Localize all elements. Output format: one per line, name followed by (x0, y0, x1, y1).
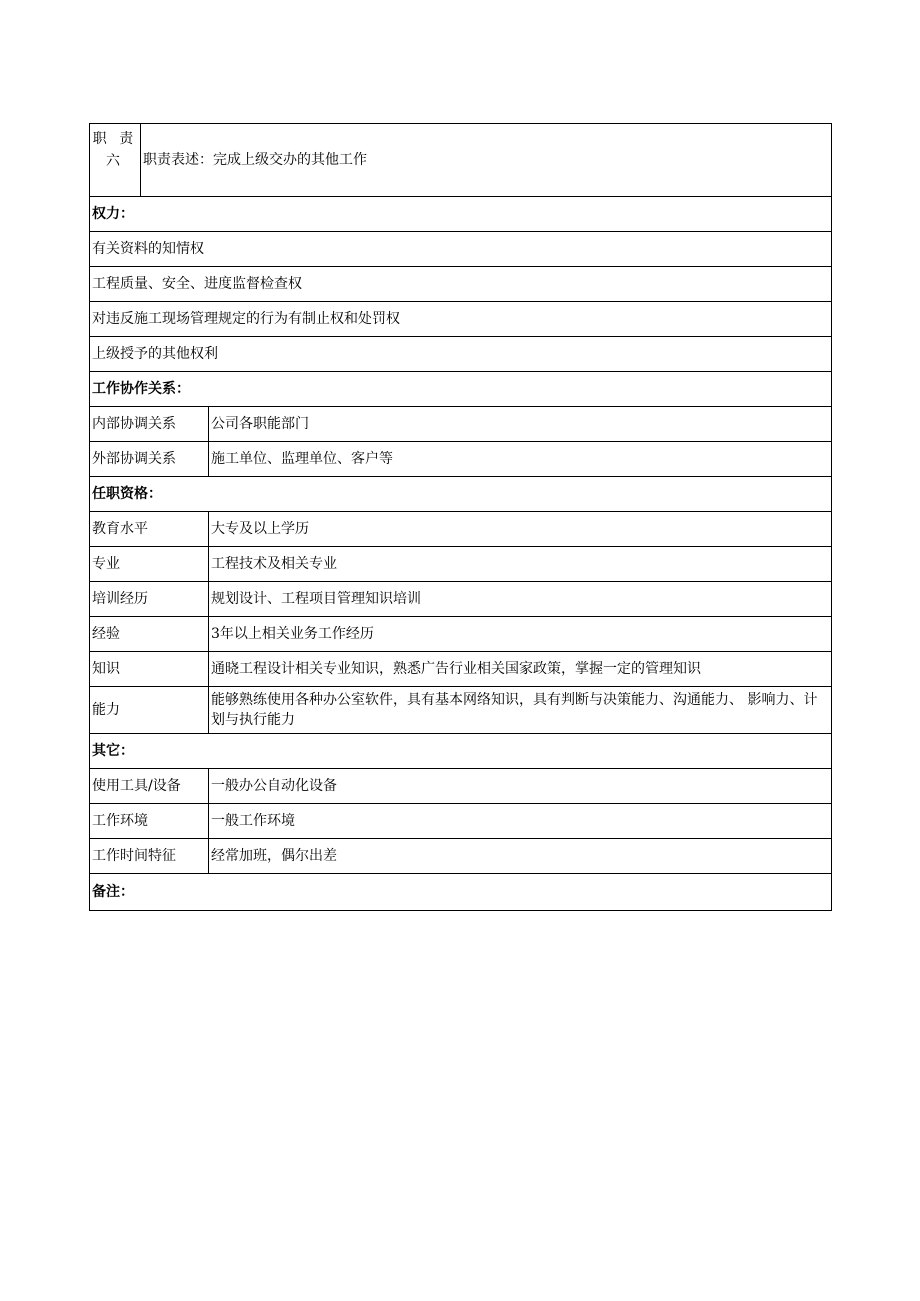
qualification-label: 教育水平 (90, 512, 209, 547)
duty6-label-line2: 六 (106, 153, 124, 169)
authority-item-row (90, 337, 832, 372)
other-value: 一般办公自动化设备 (209, 769, 832, 804)
qualification-value: 规划设计、工程项目管理知识培训 (209, 582, 832, 617)
remarks-row (90, 874, 832, 911)
qualification-value: 能够熟练使用各种办公室软件，具有基本网络知识，具有判断与决策能力、沟通能力、 影响力、计划与执行能力 (209, 687, 832, 734)
qualification-label: 培训经历 (90, 582, 209, 617)
qualification-label: 能力 (90, 687, 209, 734)
authority-item-row (90, 232, 832, 267)
collaboration-label: 外部协调关系 (90, 442, 209, 477)
qualifications-heading-row (90, 477, 832, 512)
duty6-row (90, 124, 832, 197)
other-label: 工作环境 (90, 804, 209, 839)
collaboration-value: 施工单位、监理单位、客户等 (209, 442, 832, 477)
duty6-label-cell (90, 124, 141, 197)
qualification-label: 经验 (90, 617, 209, 652)
authority-item: 有关资料的知情权 (90, 232, 832, 267)
qualification-label: 专业 (90, 547, 209, 582)
qualification-row-ability (90, 687, 832, 734)
qualification-row-major (90, 547, 832, 582)
remarks-heading: 备注： (90, 874, 832, 911)
collaboration-label: 内部协调关系 (90, 407, 209, 442)
authority-item: 上级授予的其他权利 (90, 337, 832, 372)
authority-item: 对违反施工现场管理规定的行为有制止权和处罚权 (90, 302, 832, 337)
qualification-row-training (90, 582, 832, 617)
collaboration-row-external (90, 442, 832, 477)
qualification-row-knowledge (90, 652, 832, 687)
job-description-table (89, 123, 832, 911)
authority-item-row (90, 267, 832, 302)
qualification-value: 3年以上相关业务工作经历 (209, 617, 832, 652)
other-value: 经常加班，偶尔出差 (209, 839, 832, 874)
other-row-environment (90, 804, 832, 839)
collaboration-value: 公司各职能部门 (209, 407, 832, 442)
other-label: 工作时间特征 (90, 839, 209, 874)
other-value: 一般工作环境 (209, 804, 832, 839)
other-row-work-hours (90, 839, 832, 874)
qualification-value: 大专及以上学历 (209, 512, 832, 547)
qualification-row-experience (90, 617, 832, 652)
collaboration-row-internal (90, 407, 832, 442)
qualification-label: 知识 (90, 652, 209, 687)
authority-item-row (90, 302, 832, 337)
other-heading-row (90, 734, 832, 769)
qualification-value: 通晓工程设计相关专业知识，熟悉广告行业相关国家政策，掌握一定的管理知识 (209, 652, 832, 687)
qualifications-heading: 任职资格： (90, 477, 832, 512)
collaboration-heading: 工作协作关系： (90, 372, 832, 407)
duty6-description: 职责表述：完成上级交办的其他工作 (141, 124, 832, 197)
other-row-tools (90, 769, 832, 804)
collaboration-heading-row (90, 372, 832, 407)
duty6-label-line1: 职 责 (92, 131, 138, 147)
authority-item: 工程质量、安全、进度监督检查权 (90, 267, 832, 302)
authority-heading: 权力： (90, 197, 832, 232)
other-heading: 其它： (90, 734, 832, 769)
qualification-value: 工程技术及相关专业 (209, 547, 832, 582)
other-label: 使用工具/设备 (90, 769, 209, 804)
authority-heading-row (90, 197, 832, 232)
qualification-row-education (90, 512, 832, 547)
